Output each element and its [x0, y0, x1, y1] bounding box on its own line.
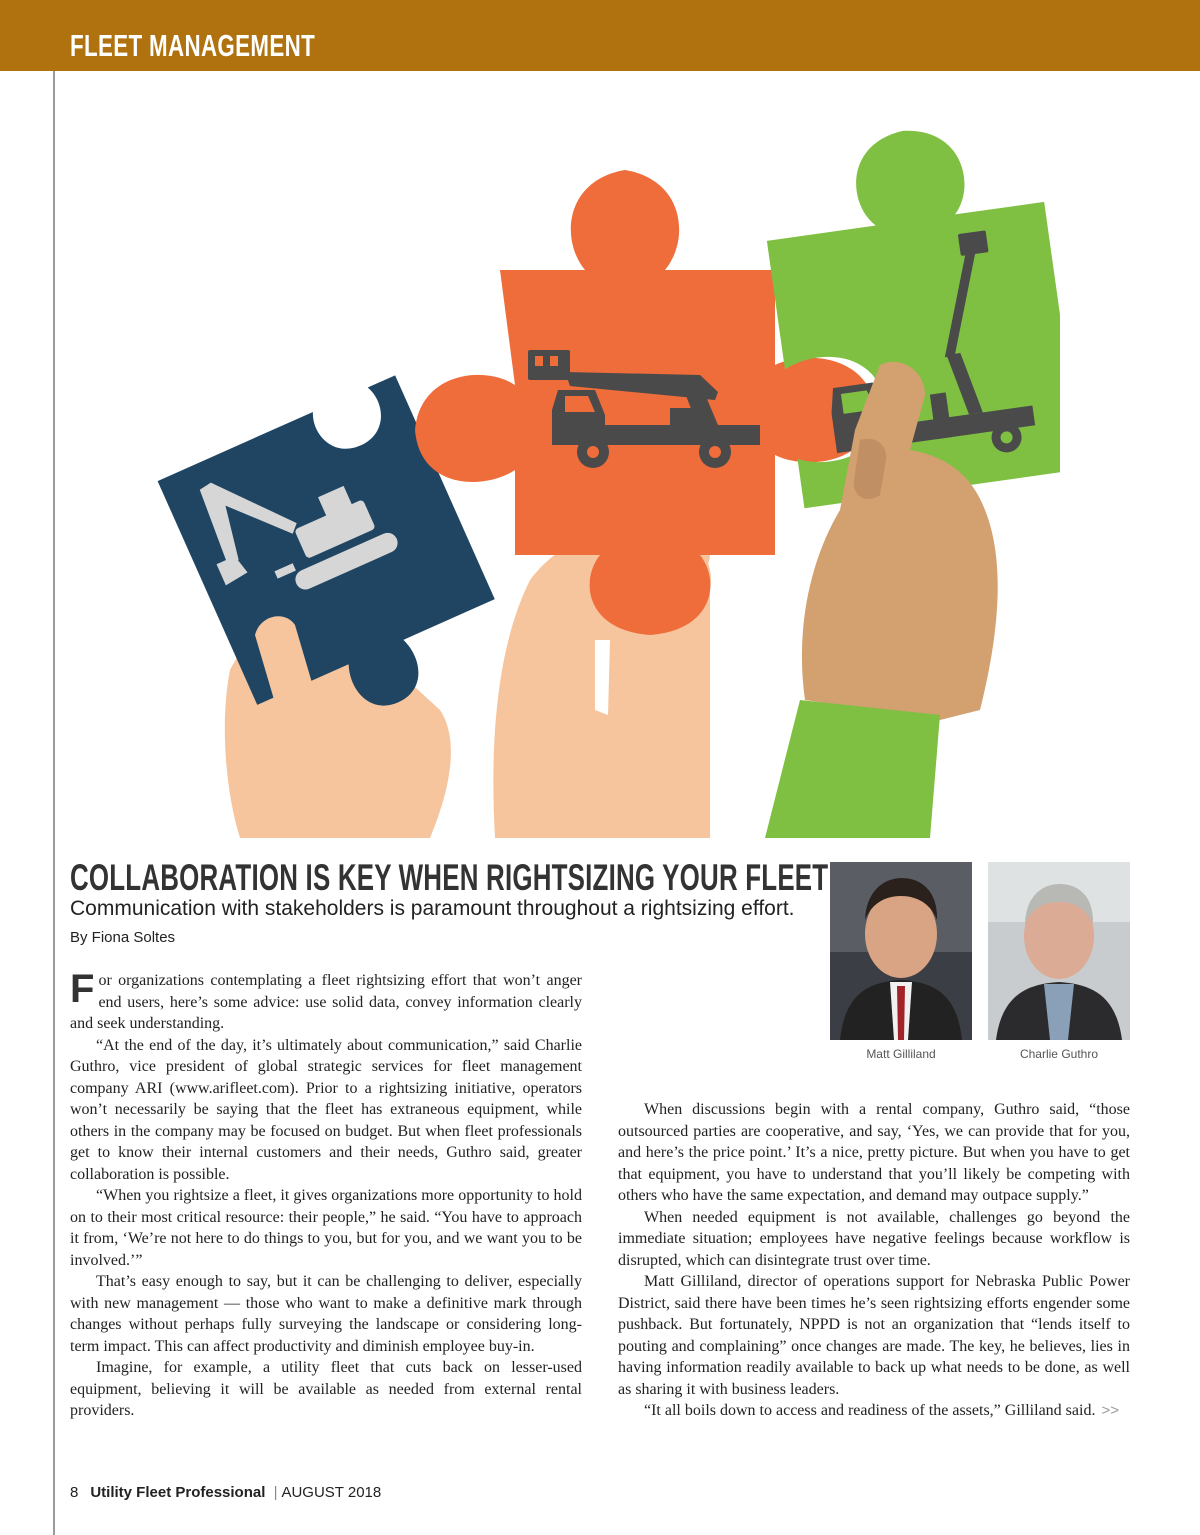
headshot-photo-guthro [988, 862, 1130, 1040]
headshot-photo-gilliland [830, 862, 972, 1040]
article-paragraph: For organizations contemplating a fleet rightsizing effort that won’t anger end users, here’s some advice: use solid data, convey information clearly and seek understanding. [70, 967, 582, 1032]
article-paragraph: Matt Gilliland, director of operations support for Nebraska Public Power District, said there have been times he’s seen rightsizing efforts engender some pushback. But fortunately, NPPD is not an organization that “lends itself to pouting and complaining” once changes are made. The key, he believes, lies in having information readily available to back up what needs to be done, as well as sharing it with business leaders. [618, 1273, 1130, 1398]
article-headline: COLLABORATION IS KEY WHEN RIGHTSIZING YOUR FLEET [70, 857, 829, 898]
continue-arrow-icon: >> [1101, 1402, 1119, 1419]
article-paragraph: Imagine, for example, a utility fleet that cuts back on lesser-used equipment, believing it will be available as needed from external rental providers. [70, 1359, 582, 1419]
photo-caption: Matt Gilliland [866, 1047, 936, 1061]
article-byline: By Fiona Soltes [70, 929, 176, 946]
issue-date: AUGUST 2018 [281, 1484, 382, 1501]
article-paragraph: That’s easy enough to say, but it can be challenging to deliver, especially with new management — those who want to make a definitive mark through changes without perhaps fully surveying the landscape or considering long-term impact. This can affect productivity and diminish employee buy-in. [70, 1273, 582, 1355]
article-paragraph: “At the end of the day, it’s ultimately about communication,” said Charlie Guthro, vice president of global strategic services for fleet management company ARI (www.arifleet.com). Prior to a rightsizing initiative, operators won’t necessarily be saying that the fleet has extraneous equipment, while others in the company may be focused on budget. But when fleet professionals get to know their internal customers and their needs, Guthro said, greater collaboration is possible. [70, 1036, 582, 1183]
publication-name: Utility Fleet Professional [90, 1484, 266, 1501]
portrait-icon [830, 862, 972, 1040]
article-paragraph: “It all boils down to access and readiness of the assets,” Gilliland said. >> [644, 1402, 1119, 1419]
footer-separator: | [273, 1484, 278, 1501]
article-column-1 [70, 967, 582, 1422]
drop-cap: F [70, 967, 95, 1011]
article-paragraph: When needed equipment is not available, challenges go beyond the immediate situation; employees have negative feelings because workflow is disrupted, which can disintegrate trust over time. [618, 1208, 1130, 1269]
page-margin-rule [53, 71, 55, 1535]
article-subhead: Communication with stakeholders is paramount throughout a rightsizing effort. [70, 897, 795, 920]
article-paragraph: When discussions begin with a rental company, Guthro said, “those outsourced parties are cooperative, and say, ‘Yes, we can provide that for you, and here’s the price point.’ It’s a nice, pretty picture. But when you have to get that equipment, you have to understand that you’ll likely be competing with others who have the same expectation, and demand may outpace supply.” [618, 1101, 1130, 1204]
section-label: FLEET MANAGEMENT [70, 28, 316, 63]
article-column-2 [618, 1099, 1130, 1422]
photo-caption: Charlie Guthro [1019, 1047, 1099, 1061]
article-paragraph: “When you rightsize a fleet, it gives organizations more opportunity to hold on to their most critical resource: their people,” he said. “You have to approach it from, ‘We’re not here to do things to you, but for you, and we want you to be involved.’” [70, 1187, 582, 1269]
page-footer [70, 1484, 381, 1501]
page-number: 8 [70, 1484, 79, 1501]
portrait-icon [988, 862, 1130, 1040]
puzzle-hands-illustration [140, 110, 1060, 838]
